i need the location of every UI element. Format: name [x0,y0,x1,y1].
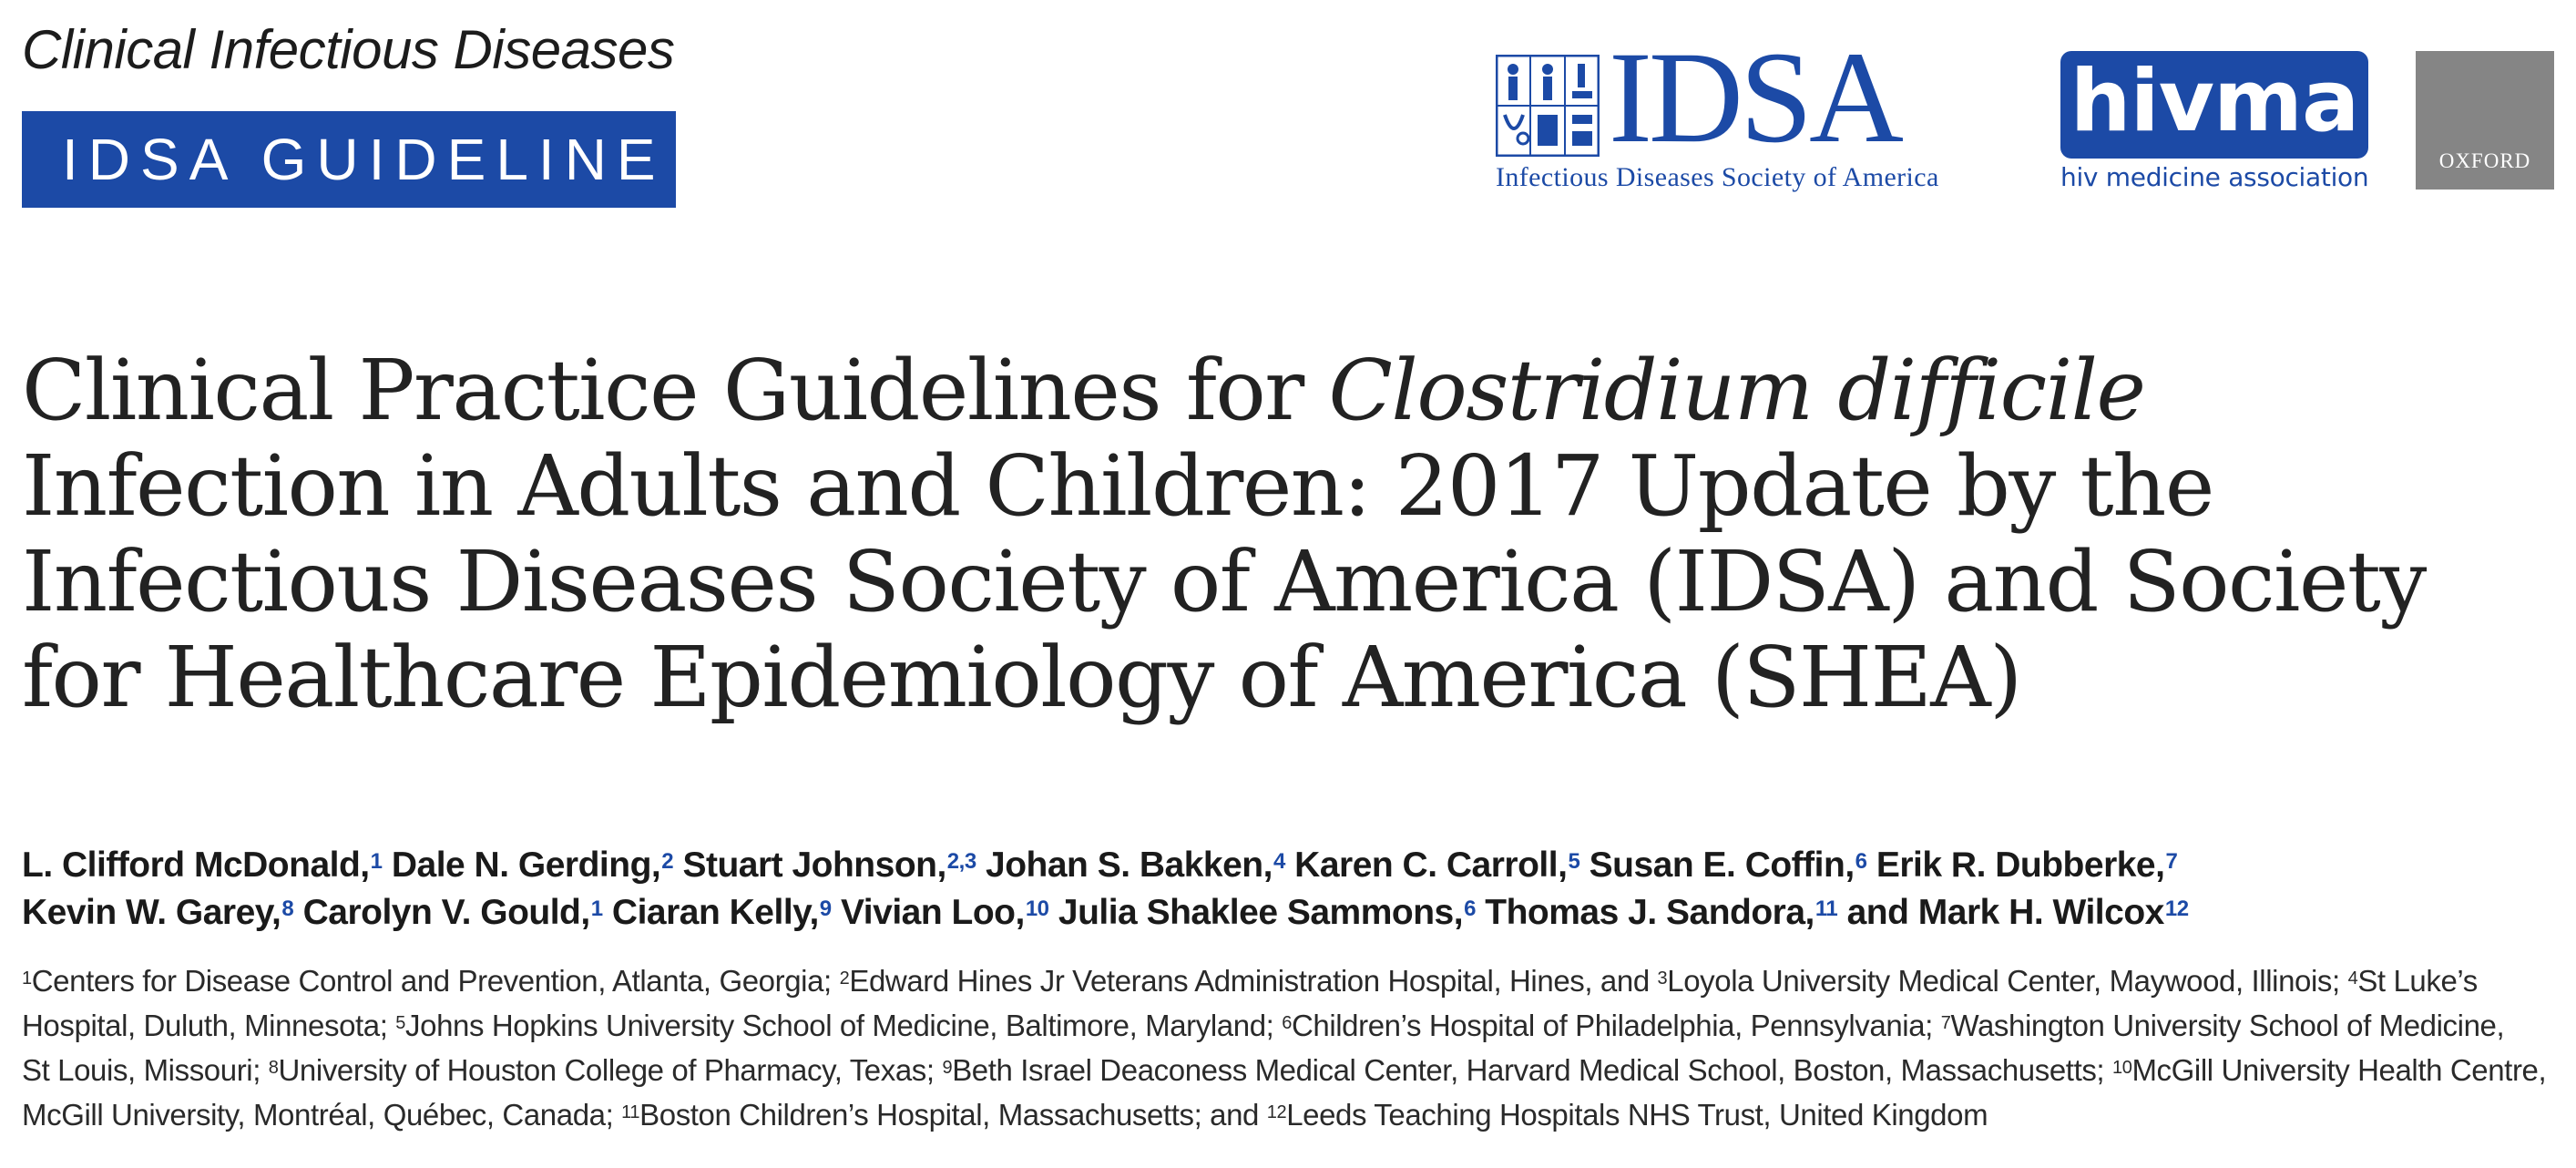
author-name: Dale N. Gerding, [391,845,661,885]
affiliation-text: Hospital, Duluth, Minnesota; [22,1009,396,1042]
oxford-logo [2416,51,2554,190]
affiliation-text: Leeds Teaching Hospitals NHS Trust, United Kingdom [1286,1098,1988,1132]
author [392,845,673,885]
idsa-wordmark: IDSA [1609,26,1901,170]
title-line-3: Infectious Diseases Society of America (IDSA) and Society [22,533,2426,630]
affiliation-text: McGill University, Montréal, Québec, Canada; [22,1098,622,1132]
author-name: Thomas J. Sandora, [1485,893,1814,932]
author-affiliation: 8 [281,896,294,921]
author-affiliation: 9 [819,896,832,921]
affiliation-row [22,1092,2563,1137]
author-name: Stuart Johnson, [682,845,946,885]
author-name: Kevin W. Garey, [22,893,281,932]
author-affiliation: 4 [1273,849,1285,874]
affiliation-text: University of Houston College of Pharmacy, Texas; [278,1053,943,1087]
author [986,845,1285,885]
affiliation-number: 4 [2347,968,2358,989]
author-name: Susan E. Coffin, [1589,845,1855,885]
affiliation-number: 3 [1657,968,1668,989]
affiliation-row [22,1003,2563,1048]
affiliation-number: 9 [942,1058,953,1078]
author-affiliation: 5 [1568,849,1580,874]
article-title [22,343,2563,725]
author-affiliation: 1 [370,849,383,874]
author-name: Erik R. Dubberke, [1876,845,2165,885]
author-affiliation: 2,3 [946,849,976,874]
affiliation-text: Loyola University Medical Center, Maywood, Illinois; [1667,964,2348,998]
author [1485,893,1837,932]
affiliation-number: 11 [621,1102,640,1122]
idsa-subtitle: Infectious Diseases Society of America [1496,162,1939,192]
affiliation-text: Washington University School of Medicine, [1950,1009,2505,1042]
author-name: Carolyn V. Gould, [302,893,590,932]
author-name: L. Clifford McDonald, [22,845,370,885]
author [22,845,383,885]
affiliation-text: McGill University Health Centre, [2131,1053,2547,1087]
author-affiliation: 10 [1025,896,1049,921]
author-name: Ciaran Kelly, [611,893,819,932]
author [1058,893,1476,932]
hivma-subtitle: hiv medicine association [2060,162,2369,192]
title-line-1-text: Clinical Practice Guidelines for [22,342,1329,439]
author [1876,845,2177,885]
idsa-emblem-icon [1496,55,1600,157]
journal-name: Clinical Infectious Diseases [22,19,675,80]
author-name: Julia Shaklee Sammons, [1058,893,1464,932]
affiliation-text: Edward Hines Jr Veterans Administration Hospital, Hines, and [849,964,1658,998]
affiliation-number: 7 [1940,1013,1951,1033]
affiliation-number: 2 [839,968,850,989]
affiliation-text: Children’s Hospital of Philadelphia, Pennsylvania; [1291,1009,1941,1042]
author [1847,893,2189,932]
author [1294,845,1579,885]
author [682,845,976,885]
title-line-1 [22,343,2563,438]
author [612,893,832,932]
affiliation-text: St Louis, Missouri; [22,1053,269,1087]
affiliation-text: Centers for Disease Control and Prevention, Atlanta, Georgia; [31,964,840,998]
author-name: and Mark H. Wilcox [1846,893,2164,932]
author-affiliation: 6 [1855,849,1867,874]
idsa-logo [1496,26,2024,199]
affiliation-text: Boston Children’s Hospital, Massachusetts; and [639,1098,1267,1132]
author-affiliation: 6 [1464,896,1476,921]
author-affiliation: 11 [1814,896,1838,921]
author-name: Vivian Loo, [841,893,1025,932]
guideline-banner: IDSA GUIDELINE [22,111,676,208]
affiliation-number: 8 [268,1058,279,1078]
affiliation-row [22,958,2563,1003]
affiliations [22,958,2563,1137]
author-row [22,842,2563,889]
affiliation-text: Beth Israel Deaconess Medical Center, Harvard Medical School, Boston, Massachusetts; [952,1053,2112,1087]
affiliation-number: 5 [395,1013,406,1033]
author-name: Johan S. Bakken, [986,845,1273,885]
oxford-label: OXFORD [2438,149,2531,172]
affiliation-row [22,1048,2563,1092]
author [303,893,603,932]
author [22,893,293,932]
author-affiliation: 12 [2164,896,2189,921]
affiliation-number: 1 [22,968,32,989]
affiliation-text: St Luke’s [2357,964,2478,998]
author-row [22,889,2563,937]
author-list [22,842,2563,937]
affiliation-number: 12 [1266,1102,1287,1122]
author [841,893,1049,932]
author-affiliation: 1 [590,896,603,921]
affiliation-number: 10 [2111,1058,2132,1078]
title-organism: Clostridium difficile [1328,342,2145,439]
author-name: Karen C. Carroll, [1294,845,1568,885]
affiliation-text: Johns Hopkins University School of Medicine, Baltimore, Maryland; [405,1009,1283,1042]
title-line-2: Infection in Adults and Children: 2017 Update by the [22,437,2213,535]
author-affiliation: 7 [2165,849,2178,874]
author-affiliation: 2 [661,849,674,874]
affiliation-number: 6 [1282,1013,1292,1033]
author [1590,845,1867,885]
hivma-logo: hivma [2060,51,2368,159]
title-line-4: for Healthcare Epidemiology of America (SHEA) [22,629,2021,726]
